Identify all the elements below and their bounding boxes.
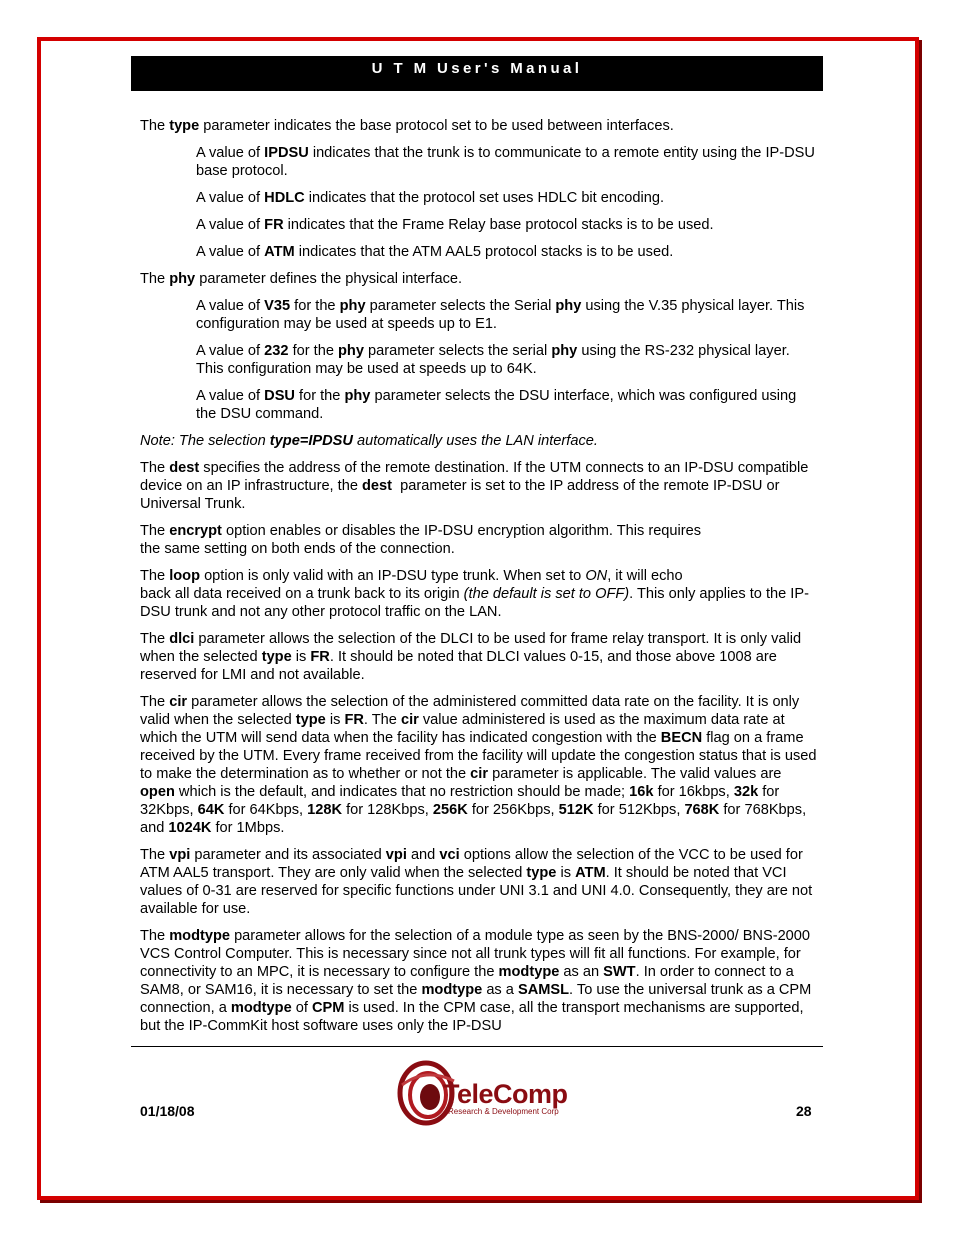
logo-subtitle: Research & Development Corp [448, 1107, 559, 1116]
paragraph: The encrypt option enables or disables the IP-DSU encryption algorithm. This requires the same setting on both ends of the connection. [140, 523, 702, 557]
footer-divider [131, 1046, 823, 1047]
paragraph: The vpi parameter and its associated vpi and vci options allow the selection of the VCC to be used for ATM AAL5 transport. They are only valid when the selected type is ATM. It should be noted that VCI values of 0-31 are reserved for specific functions under UNI 3.1 and UNI 4.0. Consequently, they are not available for use. [140, 847, 813, 917]
page-number: 28 [796, 1103, 812, 1119]
header-title: U T M User's Manual [371, 60, 583, 77]
paragraph: A value of ATM indicates that the ATM AAL5 protocol stacks is to be used. [196, 244, 674, 260]
paragraph: The type parameter indicates the base protocol set to be used between interfaces. [140, 118, 674, 134]
note: Note: The selection type=IPDSU automatically uses the LAN interface. [140, 433, 598, 449]
paragraph: A value of FR indicates that the Frame Relay base protocol stacks is to be used. [196, 217, 714, 233]
paragraph: A value of V35 for the phy parameter selects the Serial phy using the V.35 physical layer. This configuration may be used at speeds up to E1. [196, 298, 805, 332]
telecomp-logo [396, 1057, 576, 1129]
paragraph: The dest specifies the address of the remote destination. If the UTM connects to an IP-DSU compatible device on an IP infrastructure, the dest parameter is set to the IP address of the remote IP-DSU or Universal Trunk. [140, 460, 809, 512]
paragraph: A value of IPDSU indicates that the trunk is to communicate to a remote entity using the IP-DSU base protocol. [196, 145, 815, 179]
logo-name: TeleComp [443, 1079, 568, 1109]
paragraph: A value of 232 for the phy parameter selects the serial phy using the RS-232 physical layer. This configuration may be used at speeds up to 64K. [196, 343, 790, 377]
paragraph: The phy parameter defines the physical interface. [140, 271, 463, 287]
paragraph: The modtype parameter allows for the selection of a module type as seen by the BNS-2000/ BNS-2000 VCS Control Computer. This is necessary since not all trunk types will fit all functions. For example, for connectivity to an MPC, it is necessary to configure the modtype as an SWT. In order to connect to a SAM8, or SAM16, it is necessary to set the modtype as a SAMSL. To use the universal trunk as a CPM connection, a modtype of CPM is used. In the CPM case, all the transport mechanisms are supported, but the IP-CommKit host software uses only the IP-DSU [140, 928, 812, 1034]
paragraph: The loop option is only valid with an IP-DSU type trunk. When set to ON, it will echo back all data received on a trunk back to its origin (the default is set to OFF). This only applies to the IP-DSU trunk and not any other protocol traffic on the LAN. [140, 568, 809, 620]
paragraph: A value of DSU for the phy parameter selects the DSU interface, which was configured using the DSU command. [196, 388, 797, 422]
header-bar [131, 56, 823, 91]
paragraph: A value of HDLC indicates that the protocol set uses HDLC bit encoding. [196, 190, 665, 206]
body-text [140, 117, 818, 1044]
paragraph: The dlci parameter allows the selection of the DLCI to be used for frame relay transport. It is only valid when the selected type is FR. It should be noted that DLCI values 0-15, and those above 1008 are reserved for LMI and not available. [140, 631, 802, 683]
paragraph: The cir parameter allows the selection of the administered committed data rate on the facility. It is only valid when the selected type is FR. The cir value administered is used as the maximum data rate at which the UTM will send data when the facility has indicated congestion with the BECN flag on a frame received by the UTM. Every frame received from the facility will update the congestion status that is used to make the determination as to whether or not the cir parameter is applicable. The valid values are open which is the default, and indicates that no restriction should be made; 16k for 16kbps, 32k for 32Kbps, 64K for 64Kbps, 128K for 128Kbps, 256K for 256Kbps, 512K for 512Kbps, 768K for 768Kbps, and 1024K for 1Mbps. [140, 694, 817, 836]
footer-date: 01/18/08 [140, 1103, 195, 1119]
